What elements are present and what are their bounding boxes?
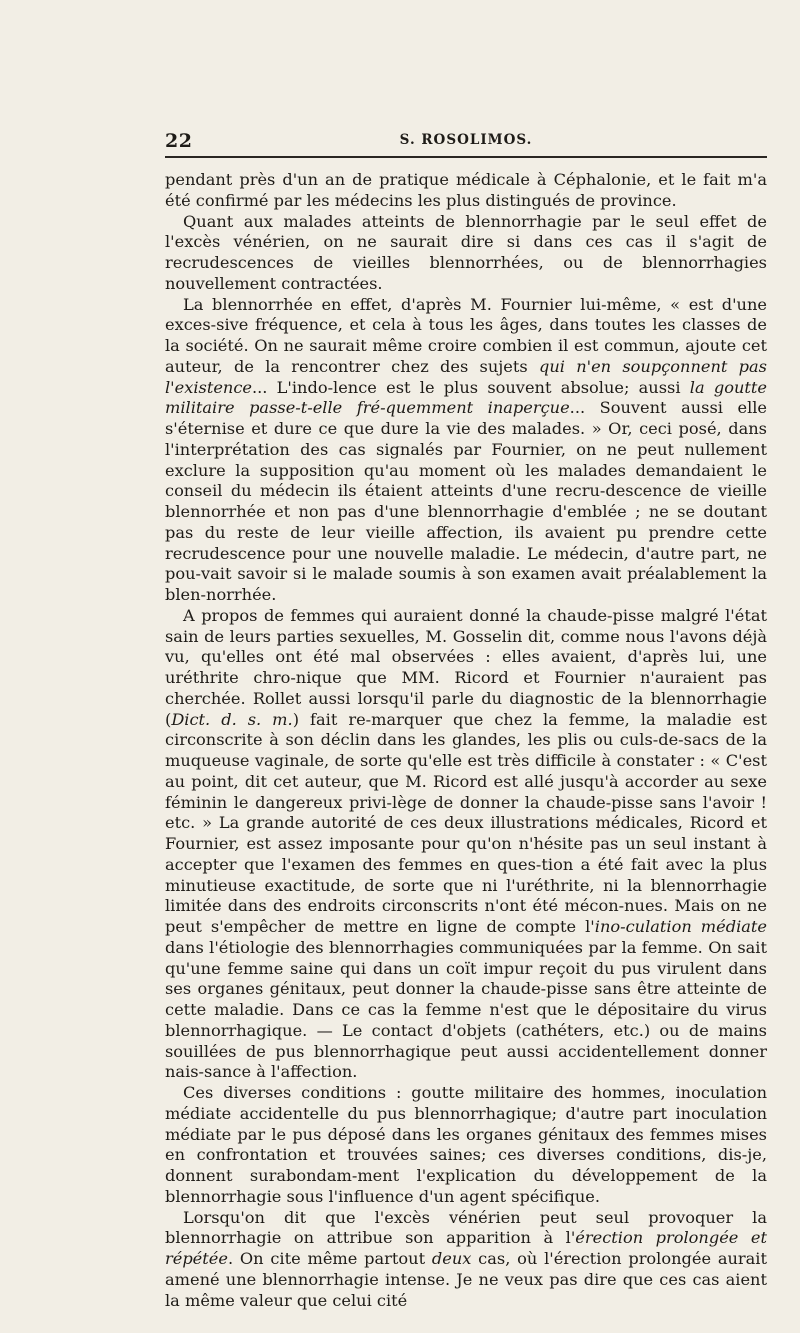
italic-text: Dict. d. s. m. (171, 709, 293, 729)
text-run: Ces diverses conditions : goutte militaire des hommes, inoculation médiate accidentelle du pus blennorrhagique; d'autre part inoculation médiate par le pus déposé dans les organes génitaux des femmes mises en confrontation et trouvées saines; ces diverses conditions, dis-je, donnent surabondam-ment l'explication du développement de la blennorrhagie sous l'influence d'un agent spécifique. (165, 1083, 767, 1206)
page-header (165, 130, 767, 154)
paragraph (165, 1083, 767, 1208)
paragraph (165, 1208, 767, 1312)
italic-text: qui n'en soupçonnent pas l'existence (165, 356, 767, 397)
text-run: ) fait re-marquer que chez la femme, la maladie est circonscrite à son déclin dans les glandes, les plis ou culs-de-sacs de la muqueuse vaginale, de sorte qu'elle est très difficile à constater : « C'est au point, dit cet auteur, que M. Ricord est allé jusqu'à accorder au sexe féminin le dangereux privi-lège de donner la chaude-pisse sans l'avoir ! etc. » La grande autorité de ces deux illustrations médicales, Ricord et Fournier, est assez imposante pour qu'on n'hésite pas un seul instant à accepter que l'examen des femmes en ques-tion a été fait avec la plus minutieuse exactitude, de sorte que ni l'uréthrite, ni la blennorrhagie limitée dans des endroits circonscrits n'ont été mécon-nues. Mais on ne peut s'empêcher de mettre en ligne de compte l' (165, 709, 767, 936)
text-run: pendant près d'un an de pratique médicale à Céphalonie, et le fait m'a été confirmé par les médecins les plus distingués de province. (165, 170, 767, 210)
text-run: . On cite même partout (227, 1249, 432, 1268)
paragraph (165, 170, 767, 212)
paragraph (165, 212, 767, 295)
header-rule (165, 156, 767, 158)
italic-text: érection prolongée et répétée (165, 1228, 767, 1268)
body-text (165, 170, 767, 1311)
text-run: Quant aux malades atteints de blennorrhagie par le seul effet de l'excès vénérien, on ne saurait dire si dans ces cas il s'agit de recrudescences de vieilles blennorrhées, ou de blennorrhagies nouvellement contractées. (165, 211, 767, 293)
text-run: Lorsqu'on dit que l'excès vénérien peut seul provoquer la blennorrhagie on attribue son apparition à l' (165, 1207, 767, 1248)
paragraph (165, 606, 767, 1083)
text-run: dans l'étiologie des blennorrhagies communiquées par la femme. On sait qu'une femme saine qui dans un coït impur reçoit du pus virulent dans ses organes génitaux, peut donner la chaude-pisse sans être atteinte de cette maladie. Dans ce cas la femme n'est que le dépositaire du virus blennorrhagique. — Le contact d'objets (cathéters, etc.) ou de mains souillées de pus blennorrhagique peut aussi accidentellement donner nais-sance à l'affection. (165, 937, 767, 1082)
italic-text: deux (431, 1249, 472, 1268)
italic-text: ino-culation médiate (594, 917, 768, 936)
running-head: S. ROSOLIMOS. (399, 132, 533, 148)
text-run: A propos de femmes qui auraient donné la chaude-pisse malgré l'état sain de leurs parties sexuelles, M. Gosselin dit, comme nous l'avons déjà vu, qu'elles ont été mal observées : elles avaient, d'après lui, une uréthrite chro-nique que MM. Ricord et Fournier n'auraient pas cherchée. Rollet aussi lorsqu'il parle du diagnostic de la blennorrhagie ( (165, 605, 767, 729)
text-run: La blennorrhée en effet, d'après M. Fournier lui-même, « est d'une exces-sive fréquence, et cela à tous les âges, dans toutes les classes de la société. On ne saurait même croire combien il est commun, ajoute cet auteur, de la rencontrer chez des sujets (165, 294, 767, 376)
paragraph (165, 295, 767, 606)
text-run: cas, où l'érection prolongée aurait amené une blennorrhagie intense. Je ne veux pas dire que ces cas aient la même valeur que celui cité (165, 1249, 767, 1310)
text-run: ... L'indo-lence est le plus souvent absolue; aussi (251, 377, 690, 397)
text-run: ... Souvent aussi elle s'éternise et dure ce que dure la vie des malades. » Or, ceci posé, dans l'interprétation des cas signalés par Fournier, on ne peut nullement exclure la supposition qu'au moment où les malades demandaient le conseil du médecin ils étaient atteints d'une recru-descence de vieille blennorrhée et non pas d'une blennorrhagie d'emblée ; ne se doutant pas du reste de leur vieille affection, ils avaient pu prendre cette recrudescence pour une nouvelle maladie. Le médecin, d'autre part, ne pou-vait savoir si le malade soumis à son examen avait préalablement la blen-norrhée. (165, 398, 768, 604)
page-number: 22 (165, 130, 193, 152)
italic-text: la goutte militaire passe-t-elle fré-quemment inaperçue (165, 377, 767, 418)
